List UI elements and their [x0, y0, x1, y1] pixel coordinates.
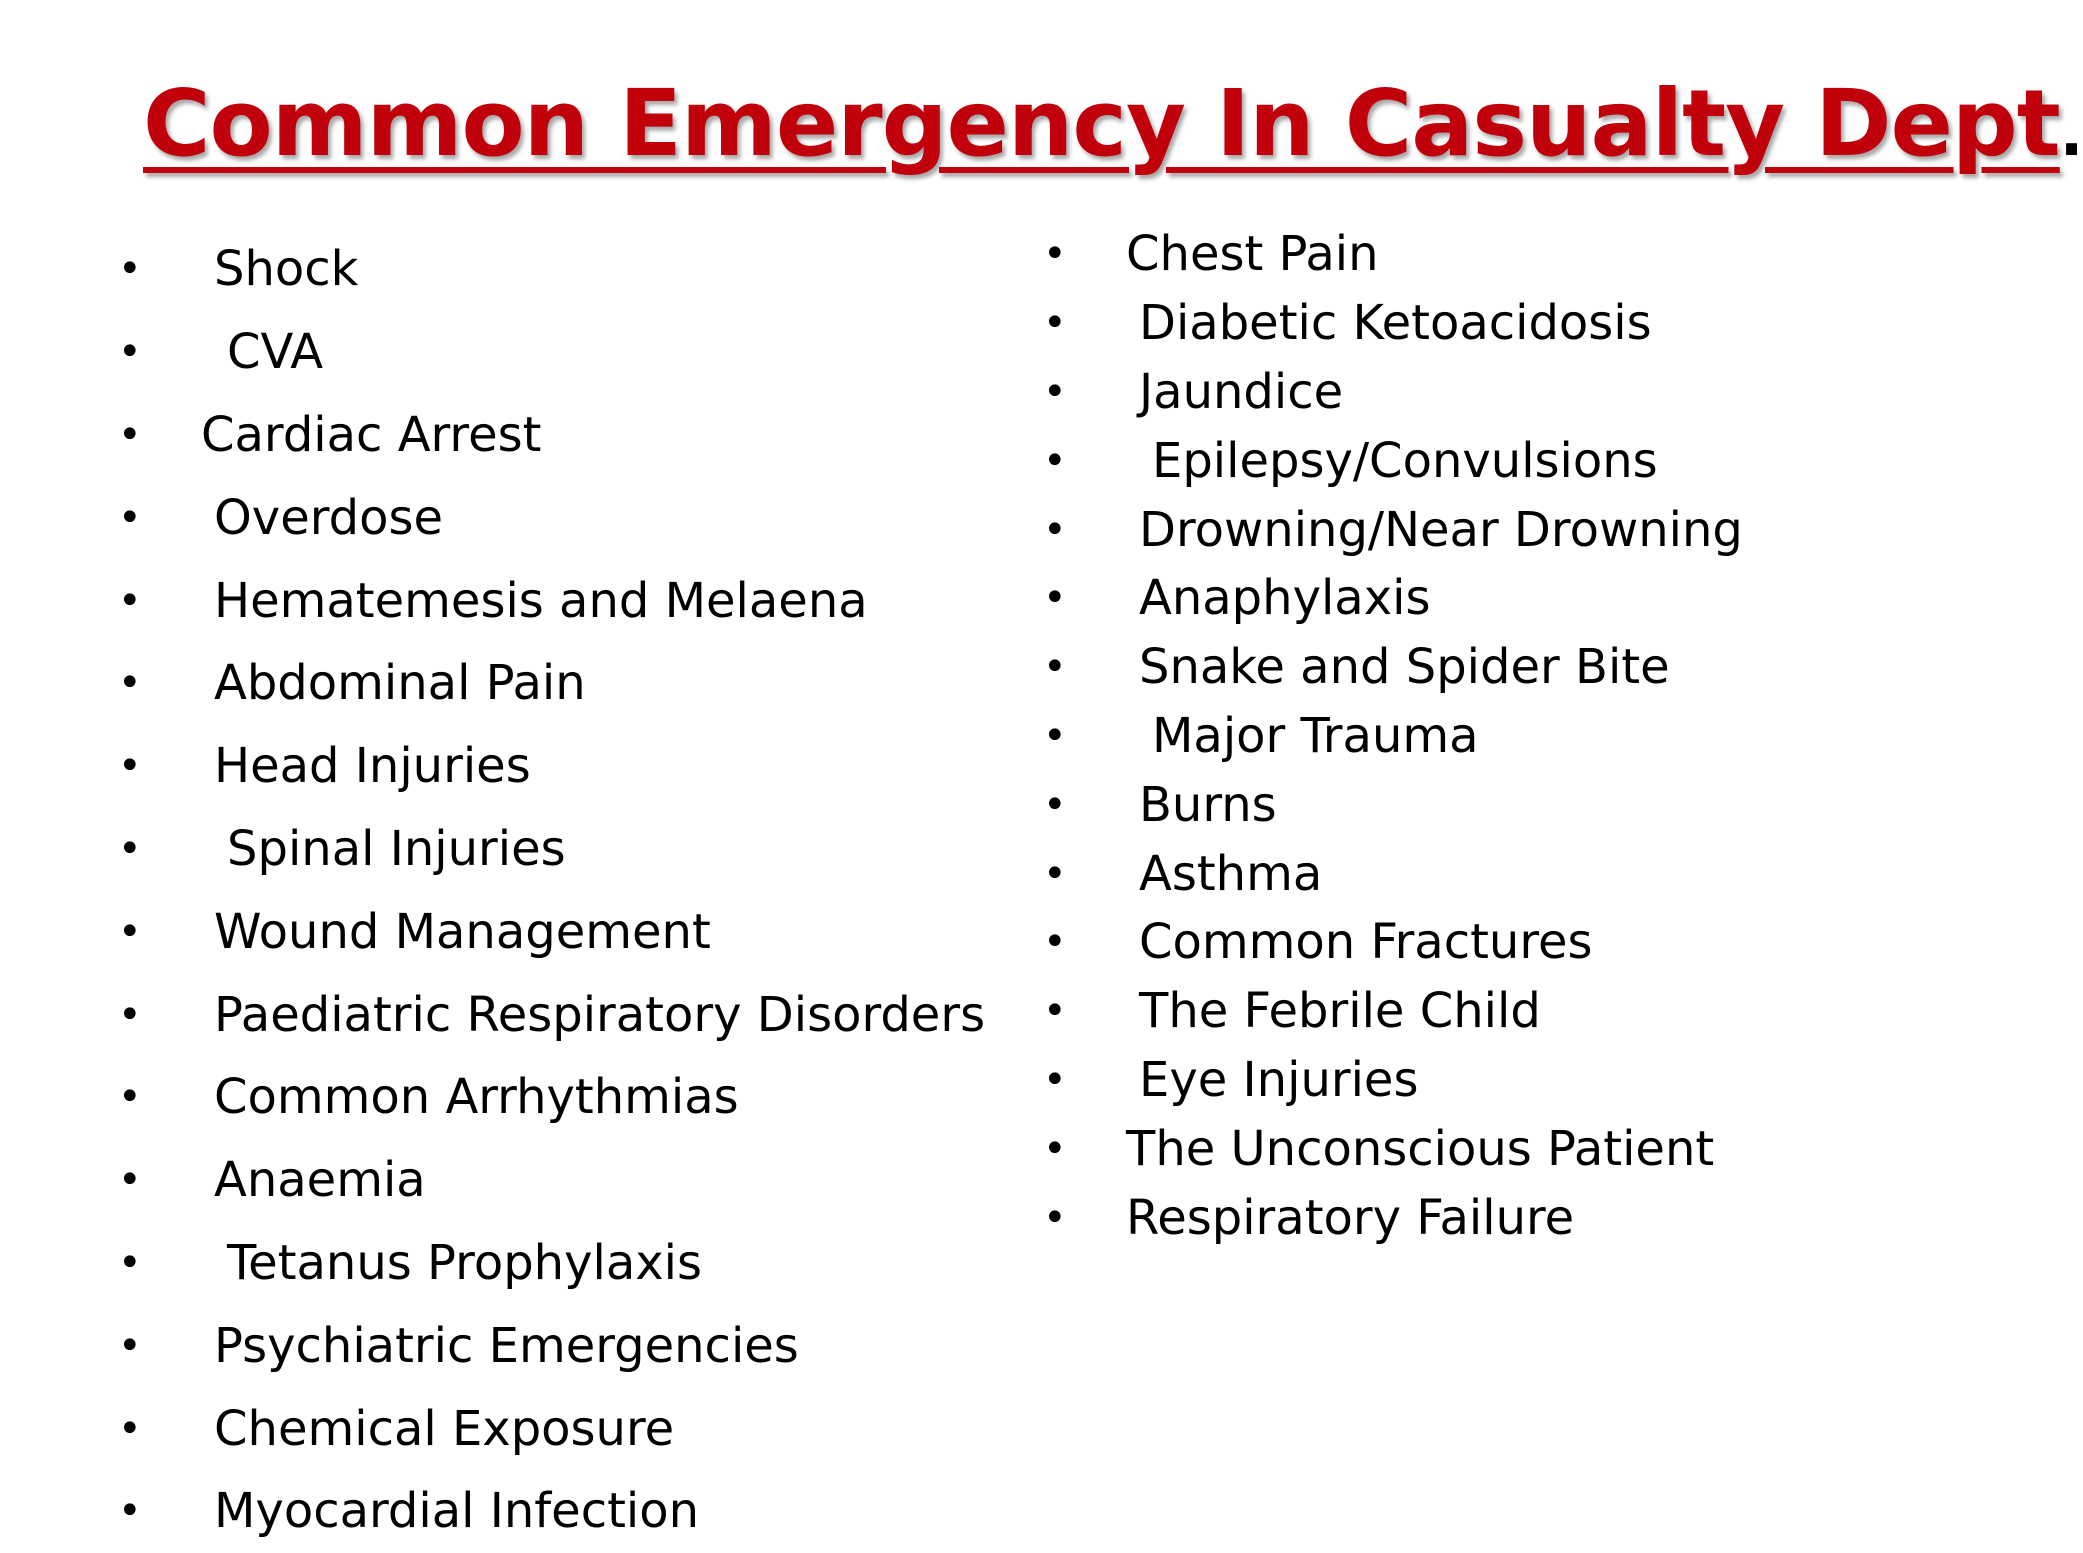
- list-item-label: Chest Pain: [1126, 226, 1379, 283]
- list-item-label: Common Arrhythmias: [214, 1069, 739, 1126]
- list-item: [1043, 1114, 1743, 1183]
- list-item-label: Eye Injuries: [1139, 1051, 1419, 1108]
- list-item-label: Diabetic Ketoacidosis: [1139, 295, 1652, 352]
- list-item-label: Snake and Spider Bite: [1139, 639, 1670, 696]
- title-period: .: [2059, 97, 2083, 170]
- bullet-icon: •: [118, 1405, 142, 1452]
- list-item: [1043, 564, 1743, 633]
- list-item: [118, 228, 985, 311]
- slide-title: [143, 70, 2083, 177]
- bullet-icon: •: [118, 411, 142, 458]
- list-item-label: Cardiac Arrest: [201, 406, 542, 463]
- bullet-icon: •: [1043, 644, 1067, 691]
- list-item: [1043, 358, 1743, 427]
- list-item-label: Anaemia: [214, 1152, 426, 1209]
- bullet-icon: •: [1043, 850, 1067, 897]
- list-item: [118, 642, 985, 725]
- list-item-label: Asthma: [1139, 845, 1323, 902]
- list-item: [118, 1139, 985, 1222]
- list-item: [118, 1304, 985, 1387]
- list-item-label: The Unconscious Patient: [1126, 1120, 1715, 1177]
- bullet-icon: •: [118, 825, 142, 872]
- bullet-icon: •: [118, 991, 142, 1038]
- list-item-label: Hematemesis and Melaena: [214, 572, 868, 629]
- bullet-icon: •: [1043, 1056, 1067, 1103]
- bullet-icon: •: [118, 246, 142, 293]
- list-item: [118, 1056, 985, 1139]
- list-item: [118, 973, 985, 1056]
- list-item-label: Anaphylaxis: [1139, 570, 1431, 627]
- list-item: [118, 394, 985, 477]
- list-item: [118, 476, 985, 559]
- bullet-icon: •: [1043, 231, 1067, 278]
- bullet-icon: •: [118, 1488, 142, 1535]
- list-item-label: Jaundice: [1139, 363, 1344, 420]
- bullet-icon: •: [1043, 919, 1067, 966]
- bullet-icon: •: [118, 1239, 142, 1286]
- right-bullet-list: [1043, 220, 1743, 1252]
- list-item-label: CVA: [227, 324, 324, 381]
- list-item-label: Overdose: [214, 489, 443, 546]
- bullet-icon: •: [118, 1322, 142, 1369]
- list-item: [1043, 908, 1743, 977]
- list-item-label: Common Fractures: [1139, 914, 1593, 971]
- bullet-icon: •: [118, 908, 142, 955]
- list-item-label: Tetanus Prophylaxis: [227, 1234, 702, 1291]
- bullet-icon: •: [118, 660, 142, 707]
- bullet-icon: •: [1043, 712, 1067, 759]
- list-item: [118, 1387, 985, 1470]
- bullet-icon: •: [118, 1074, 142, 1121]
- list-item: [1043, 977, 1743, 1046]
- list-item-label: Major Trauma: [1152, 707, 1479, 764]
- bullet-icon: •: [118, 1157, 142, 1204]
- list-item-label: Wound Management: [214, 903, 711, 960]
- list-item: [1043, 770, 1743, 839]
- list-item: [1043, 220, 1743, 289]
- list-item-label: Burns: [1139, 776, 1277, 833]
- list-item: [118, 725, 985, 808]
- list-item: [1043, 633, 1743, 702]
- list-item-label: Head Injuries: [214, 738, 531, 795]
- bullet-icon: •: [1043, 988, 1067, 1035]
- bullet-icon: •: [1043, 1125, 1067, 1172]
- list-item-label: Drowning/Near Drowning: [1139, 501, 1743, 558]
- list-item: [1043, 702, 1743, 771]
- bullet-icon: •: [1043, 1194, 1067, 1241]
- list-item: [1043, 1183, 1743, 1252]
- list-item-label: Paediatric Respiratory Disorders: [214, 986, 986, 1043]
- list-item-label: Psychiatric Emergencies: [214, 1317, 799, 1374]
- list-item: [118, 559, 985, 642]
- bullet-icon: •: [118, 494, 142, 541]
- list-item-label: The Febrile Child: [1139, 983, 1541, 1040]
- list-item: [1043, 839, 1743, 908]
- bullet-icon: •: [118, 743, 142, 790]
- bullet-icon: •: [118, 577, 142, 624]
- list-item-label: Respiratory Failure: [1126, 1189, 1575, 1246]
- list-item: [1043, 426, 1743, 495]
- list-item: [1043, 289, 1743, 358]
- list-item: [1043, 495, 1743, 564]
- list-item: [1043, 1046, 1743, 1115]
- bullet-icon: •: [1043, 506, 1067, 553]
- list-item-label: Spinal Injuries: [227, 820, 566, 877]
- bullet-icon: •: [118, 329, 142, 376]
- list-item-label: Epilepsy/Convulsions: [1152, 432, 1658, 489]
- list-item-label: Shock: [214, 241, 359, 298]
- list-item-label: Chemical Exposure: [214, 1400, 675, 1457]
- bullet-icon: •: [1043, 781, 1067, 828]
- bullet-icon: •: [1043, 368, 1067, 415]
- list-item: [118, 890, 985, 973]
- bullet-icon: •: [1043, 437, 1067, 484]
- list-item-label: Abdominal Pain: [214, 655, 586, 712]
- bullet-icon: •: [1043, 300, 1067, 347]
- list-item: [118, 808, 985, 891]
- list-item: [118, 1470, 985, 1553]
- bullet-icon: •: [1043, 575, 1067, 622]
- list-item-label: Myocardial Infection: [214, 1483, 700, 1540]
- list-item: [118, 1222, 985, 1305]
- left-bullet-list: [118, 228, 985, 1553]
- list-item: [118, 311, 985, 394]
- title-text: Common Emergency In Casualty Dept: [143, 70, 2060, 177]
